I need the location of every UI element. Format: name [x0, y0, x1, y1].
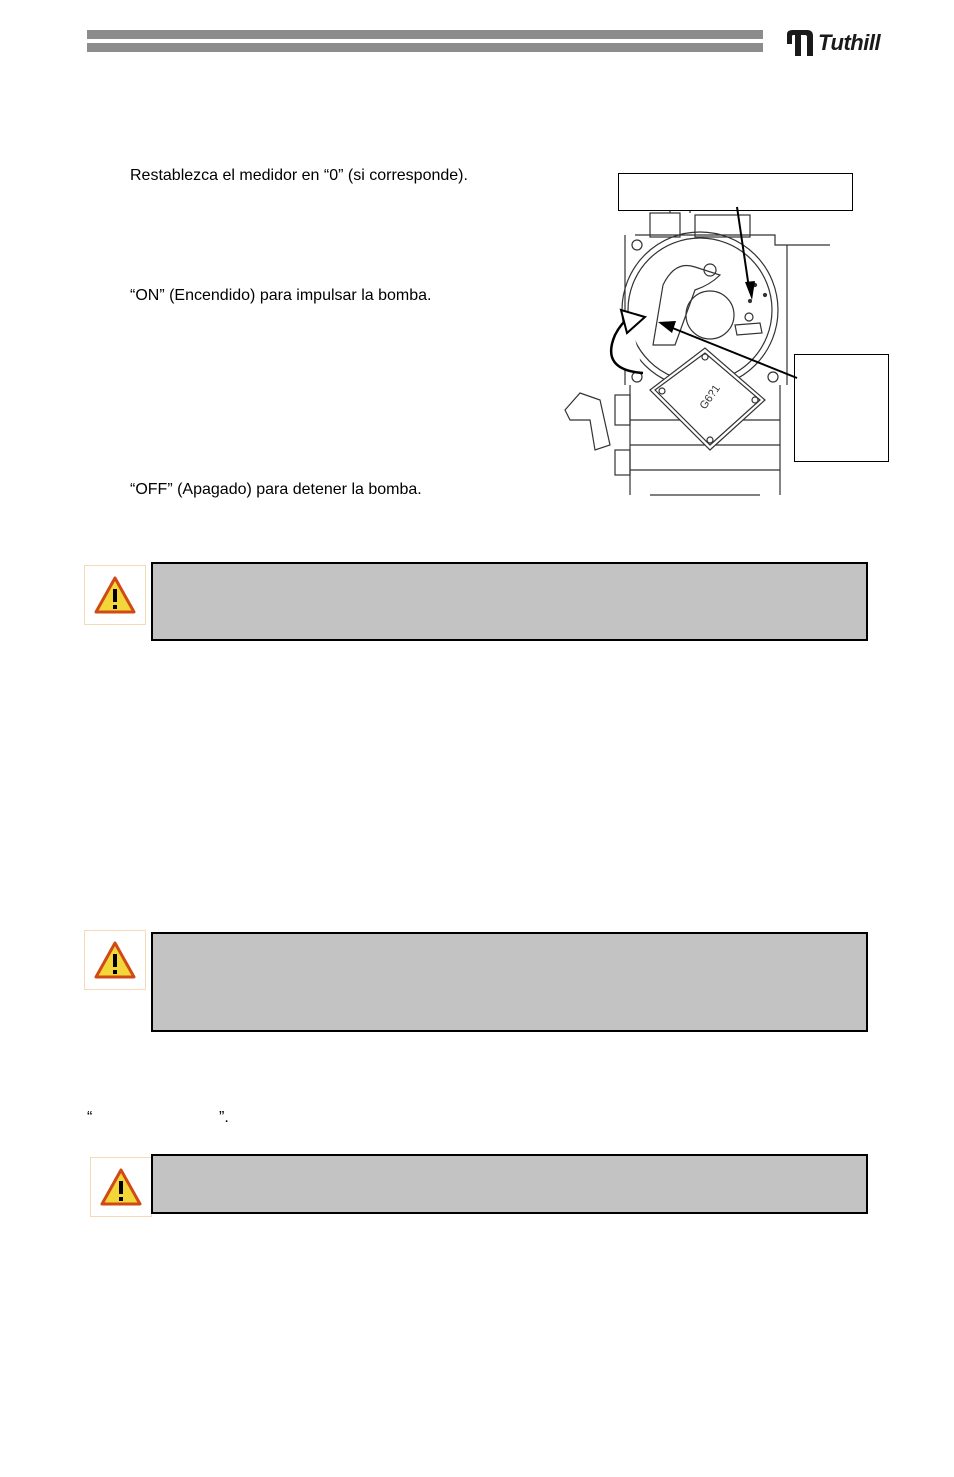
warning-triangle-icon — [100, 1168, 142, 1206]
warning-icon-1-frame — [84, 565, 146, 625]
quote-close: ”. — [219, 1109, 229, 1126]
logo-text: Tuthill — [818, 30, 881, 55]
step-switch-on: “ON” (Encendido) para impulsar la bomba. — [130, 287, 432, 304]
warning-note-box-2 — [151, 932, 868, 1032]
warning-triangle-icon — [94, 941, 136, 979]
step-reset-meter: Restablezca el medidor en “0” (si corresponde). — [130, 167, 468, 184]
warning-icon-3-frame — [90, 1157, 152, 1217]
warning-icon-2-frame — [84, 930, 146, 990]
step-switch-off: “OFF” (Apagado) para detener la bomba. — [130, 481, 422, 498]
callout-arrows — [0, 0, 954, 520]
motor-label: G6?1 — [697, 382, 723, 412]
quote-open: “ — [87, 1109, 93, 1126]
warning-note-box-3 — [151, 1154, 868, 1214]
warning-note-box-1 — [151, 562, 868, 641]
warning-triangle-icon — [94, 576, 136, 614]
